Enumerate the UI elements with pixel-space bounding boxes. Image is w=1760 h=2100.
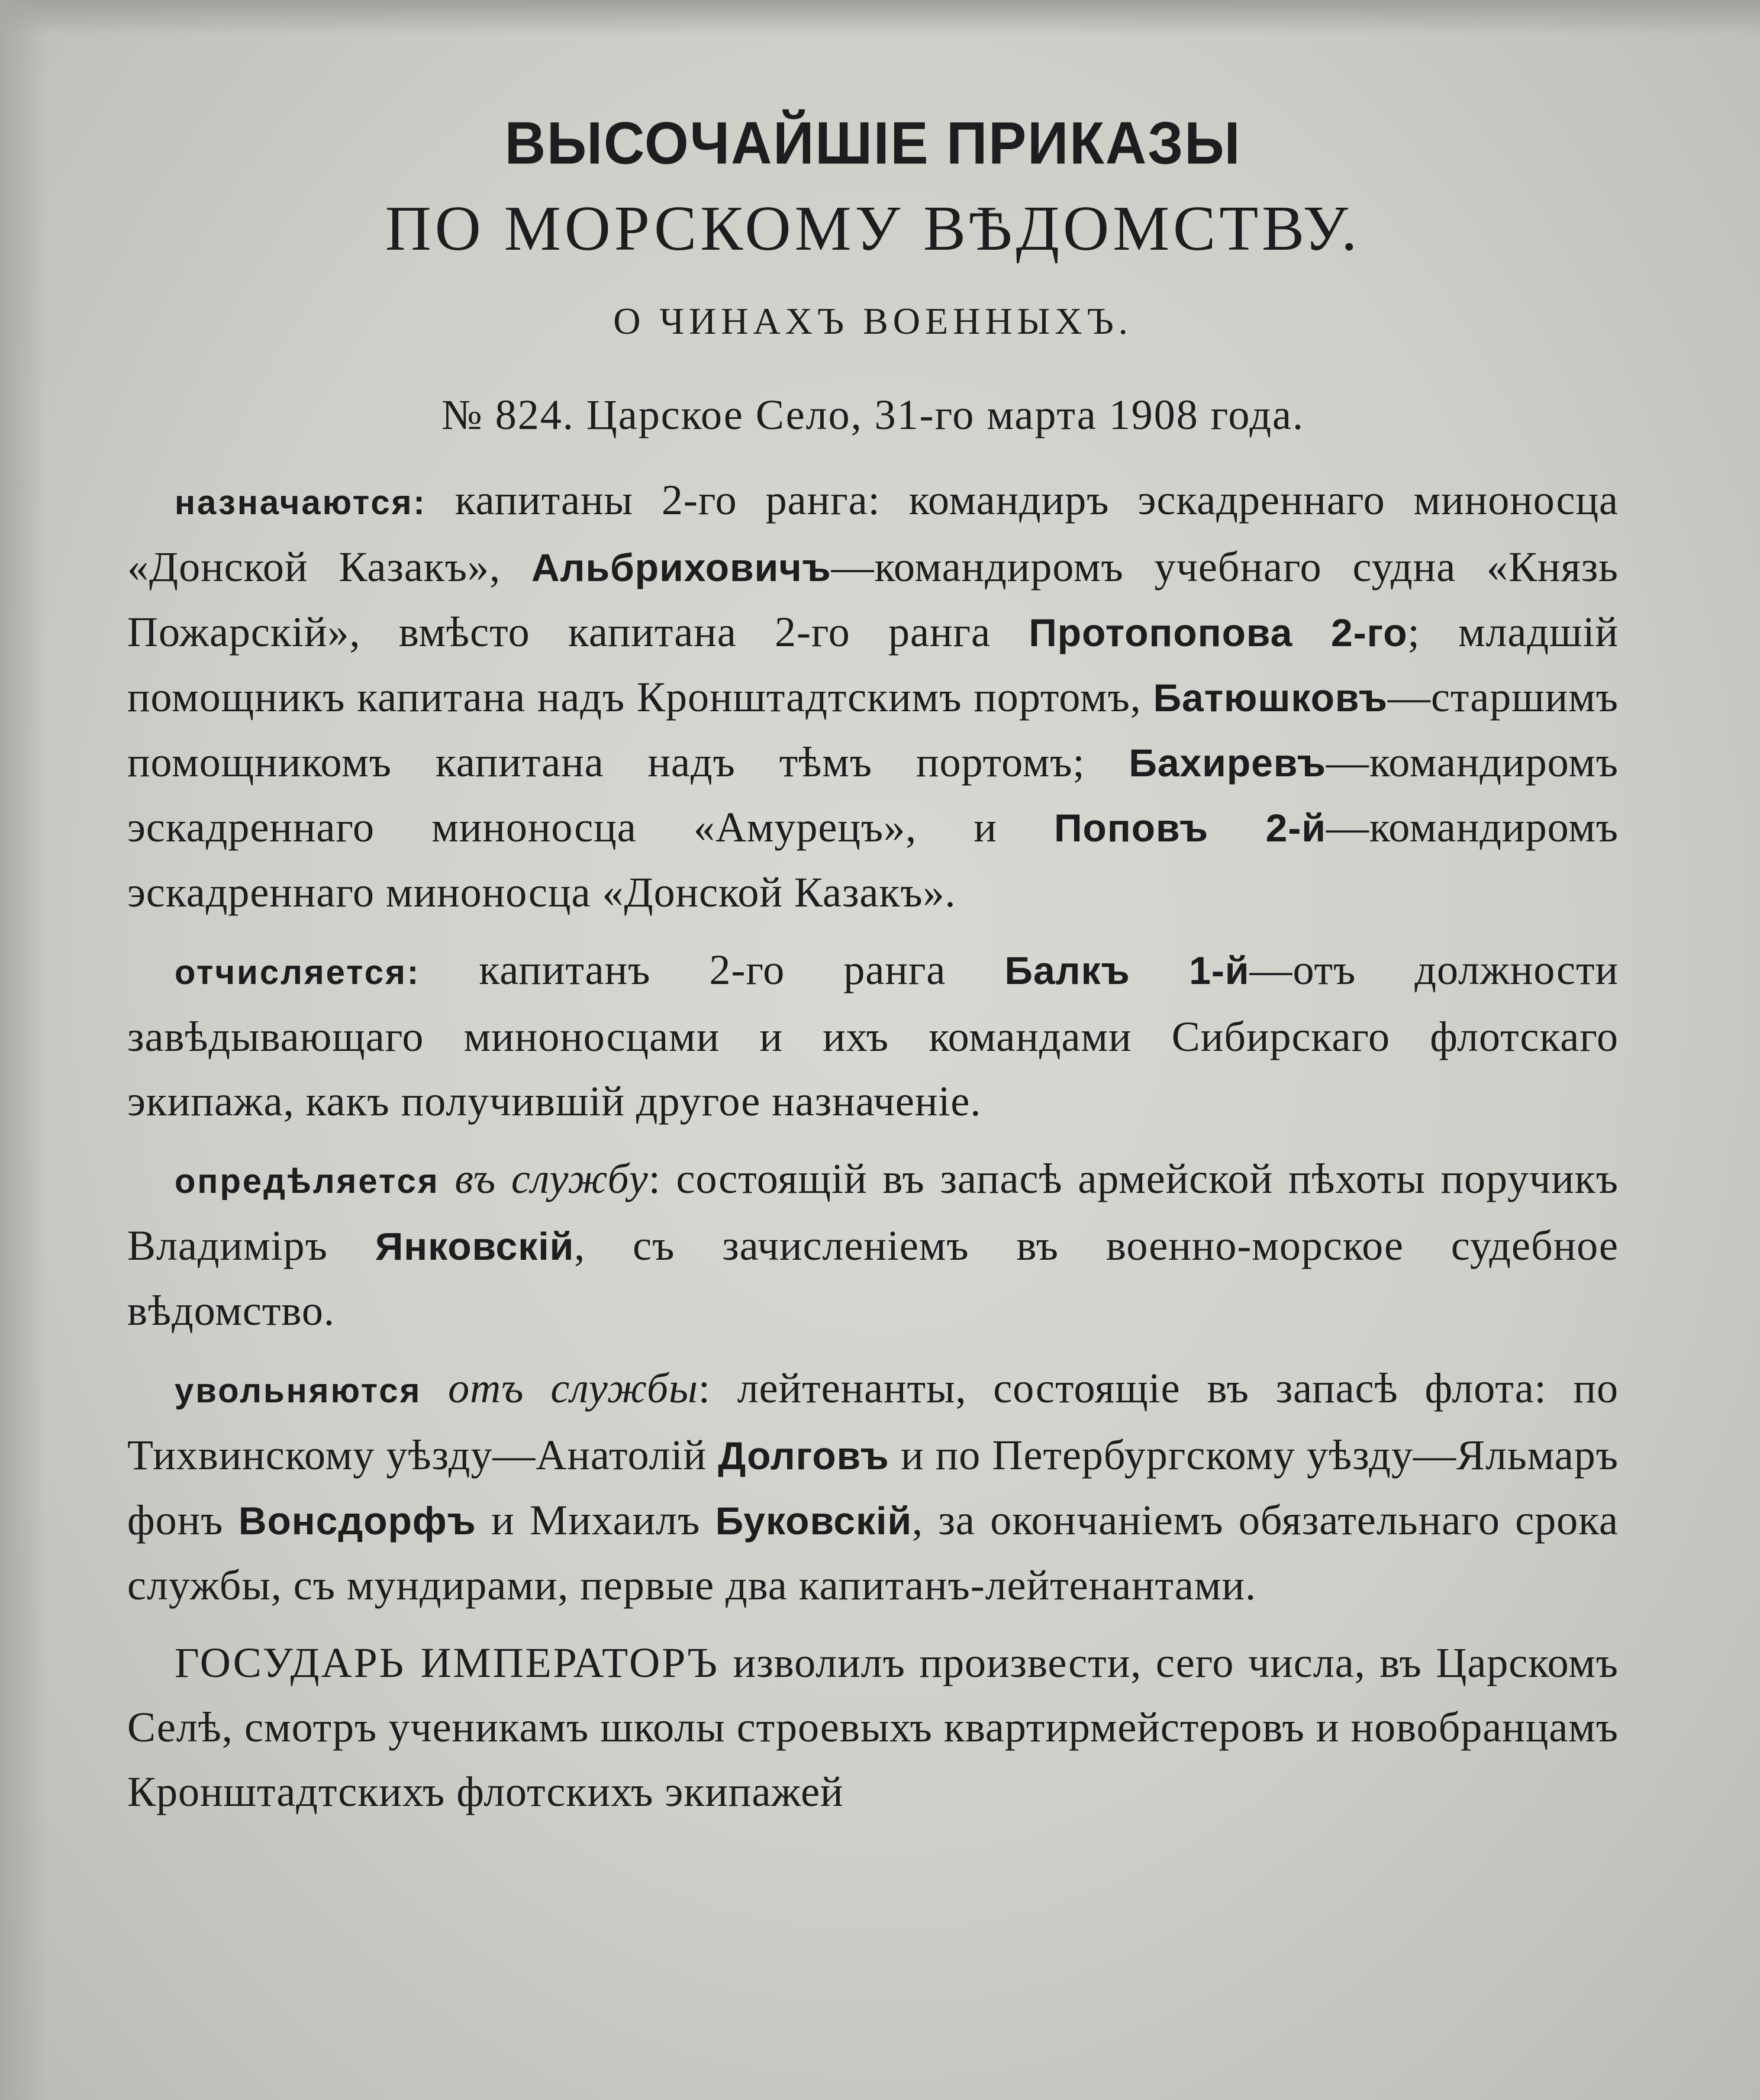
- paragraph-text: —командиромъ эскадреннаго миноносца «Донской Казакъ».: [127, 804, 1619, 917]
- paragraph-text: изволилъ произвести, сего числа, въ Царскомъ Селѣ, смотръ ученикамъ школы строевыхъ квартирмейстеровъ и новобранцамъ Кронштадтскихъ флотскихъ экипажей: [127, 1639, 1619, 1816]
- paragraph-italic: въ службу: [439, 1155, 649, 1203]
- person-name: Буковскій: [715, 1499, 913, 1543]
- person-name: Альбриховичъ: [531, 546, 831, 590]
- paragraph-caps: ГОСУДАРЬ ИМПЕРАТОРЪ: [175, 1639, 720, 1687]
- person-name: Долговъ: [718, 1434, 889, 1478]
- section-heading: О ЧИНАХЪ ВОЕННЫХЪ.: [613, 300, 1133, 343]
- paragraph-text: —командиромъ учебнаго судна «Князь Пожарскій», вмѣсто капитана 2-го ранга: [127, 543, 1619, 656]
- paragraph-dismissal: [127, 1356, 1619, 1618]
- paragraph-lead: назначаются:: [175, 483, 427, 522]
- paragraph-text: ; младшій помощникъ капитана надъ Кронштадтскимъ портомъ,: [127, 608, 1619, 721]
- paragraph-appointments: [127, 468, 1619, 925]
- paragraph-lead: отчисляется:: [175, 953, 421, 992]
- paragraph-text: —отъ должности завѣдывающаго миноносцами и ихъ командами Сибирскаго флотскаго экипажа, какъ получившій другое назначеніе.: [127, 946, 1619, 1125]
- document-subtitle: ПО МОРСКОМУ ВѢДОМСТВУ.: [385, 193, 1361, 264]
- paragraph-text: —старшимъ помощникомъ капитана надъ тѣмъ портомъ;: [127, 673, 1619, 786]
- paragraph-text: и по Петербургскому уѣзду—Яльмаръ фонъ: [127, 1431, 1619, 1544]
- paragraph-italic: отъ службы: [421, 1364, 698, 1412]
- paragraph-text: : состоящій въ запасѣ армейской пѣхоты поручикъ Владиміръ: [127, 1155, 1619, 1270]
- page-shadow-top: [0, 0, 1760, 36]
- paragraph-lead: опредѣляется: [175, 1162, 440, 1201]
- paragraph-text: —командиромъ эскадреннаго миноносца «Амурецъ», и: [127, 738, 1619, 851]
- paragraph-enlistment: [127, 1147, 1619, 1343]
- person-name: Протопопова 2-го: [1029, 611, 1408, 655]
- order-line: № 824. Царское Село, 31-го марта 1908 года.: [441, 391, 1304, 439]
- person-name: Поповъ 2-й: [1054, 806, 1326, 850]
- person-name: Балкъ 1-й: [1004, 949, 1250, 993]
- paragraph-text: , за окончаніемъ обязательнаго срока службы, съ мундирами, первые два капитанъ-лейтенантами.: [127, 1496, 1619, 1609]
- document-body: [127, 112, 1619, 1837]
- paragraph-text: капитаны 2-го ранга: командиръ эскадреннаго миноносца «Донской Казакъ»,: [127, 476, 1619, 591]
- page-shadow-left: [0, 0, 47, 2100]
- paragraph-text: и Михаилъ: [476, 1496, 715, 1544]
- paragraph-removal: [127, 938, 1619, 1134]
- paragraph-lead: увольняются: [175, 1372, 422, 1411]
- paragraph-text: : лейтенанты, состоящіе въ запасѣ флота: по Тихвинскому уѣзду—Анатолій: [127, 1364, 1619, 1479]
- paragraph-review: [127, 1631, 1619, 1824]
- person-name: Янковскій: [375, 1224, 575, 1269]
- paragraph-text: капитанъ 2-го ранга: [420, 946, 1005, 994]
- person-name: Вонсдорфъ: [238, 1499, 476, 1543]
- paragraph-text: , съ зачисленіемъ въ военно-морское судебное вѣдомство.: [127, 1222, 1619, 1335]
- person-name: Батюшковъ: [1153, 676, 1388, 720]
- person-name: Бахиревъ: [1129, 741, 1326, 785]
- document-title: ВЫСОЧАЙШІЕ ПРИКАЗЫ: [504, 110, 1242, 177]
